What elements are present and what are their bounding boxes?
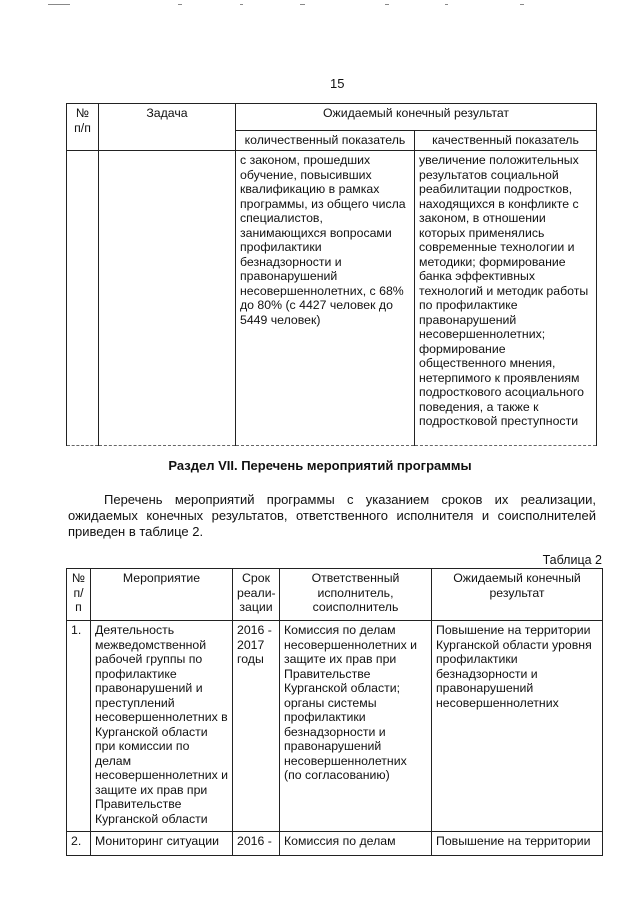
col-header-quantitative: количественный показатель bbox=[236, 131, 415, 151]
row-term: 2016 - bbox=[233, 832, 280, 856]
col-header-term: Срок реали-зации bbox=[233, 569, 280, 621]
events-table bbox=[66, 568, 603, 856]
row-result: Повышение на территории bbox=[432, 832, 603, 856]
col-header-event: Мероприятие bbox=[91, 569, 233, 621]
row-executor: Комиссия по делам bbox=[280, 832, 432, 856]
scan-edge-marks bbox=[0, 0, 640, 10]
section-title: Раздел VII. Перечень мероприятий программы bbox=[168, 458, 472, 473]
col-header-result: Ожидаемый конечный результат bbox=[236, 104, 597, 131]
col-header-executor: Ответственный исполнитель, соисполнитель bbox=[280, 569, 432, 621]
col-header-qualitative: качественный показатель bbox=[415, 131, 597, 151]
row-num: 1. bbox=[67, 621, 91, 832]
row-num: 2. bbox=[67, 832, 91, 856]
cell-quantitative: с законом, прошедших обучение, повысивших квалификацию в рамках программы, из общего числа специалистов, занимающихся вопросами профилактики безнадзорности и правонарушений несовершеннолетних, с 68% до 80% (с 4427 человек до 5449 человек) bbox=[236, 151, 415, 446]
row-executor: Комиссия по делам несовершеннолетних и защите их прав при Правительстве Курганской области; органы системы профилактики безнадзорности и правонарушений несовершеннолетних (по согласованию) bbox=[280, 621, 432, 832]
intro-paragraph: Перечень мероприятий программы с указанием сроков их реализации, ожидаемых конечных результатов, ответственного исполнителя и соисполнителей приведен в таблице 2. bbox=[68, 492, 596, 539]
col-header-result: Ожидаемый конечный результат bbox=[432, 569, 603, 621]
row-term: 2016 - 2017 годы bbox=[233, 621, 280, 832]
col-header-num: № п/п bbox=[67, 104, 99, 151]
table-label: Таблица 2 bbox=[542, 553, 602, 567]
table-row bbox=[67, 621, 603, 832]
cell-num bbox=[67, 151, 99, 446]
row-result: Повышение на территории Курганской области уровня профилактики безнадзорности и правонарушений несовершеннолетних bbox=[432, 621, 603, 832]
row-event: Деятельность межведомственной рабочей группы по профилактике правонарушений и преступлений несовершеннолетних в Курганской области при комиссии по делам несовершеннолетних и защите их прав при Правительстве Курганской области bbox=[91, 621, 233, 832]
row-event: Мониторинг ситуации bbox=[91, 832, 233, 856]
targets-table bbox=[66, 103, 597, 446]
cell-qualitative: увеличение положительных результатов социальной реабилитации подростков, находящихся в конфликте с законом, в отношении которых применялись современные технологии и методики; формирование банка эффективных технологий и методик работы по профилактике правонарушений несовершеннолетних; формирование общественного мнения, нетерпимого к проявлениям подросткового асоциального поведения, а также к подростковой преступности bbox=[415, 151, 597, 446]
page-number: 15 bbox=[330, 76, 345, 91]
cell-task bbox=[99, 151, 236, 446]
col-header-task: Задача bbox=[99, 104, 236, 151]
table-row bbox=[67, 832, 603, 856]
col-header-num: № п/п bbox=[67, 569, 91, 621]
